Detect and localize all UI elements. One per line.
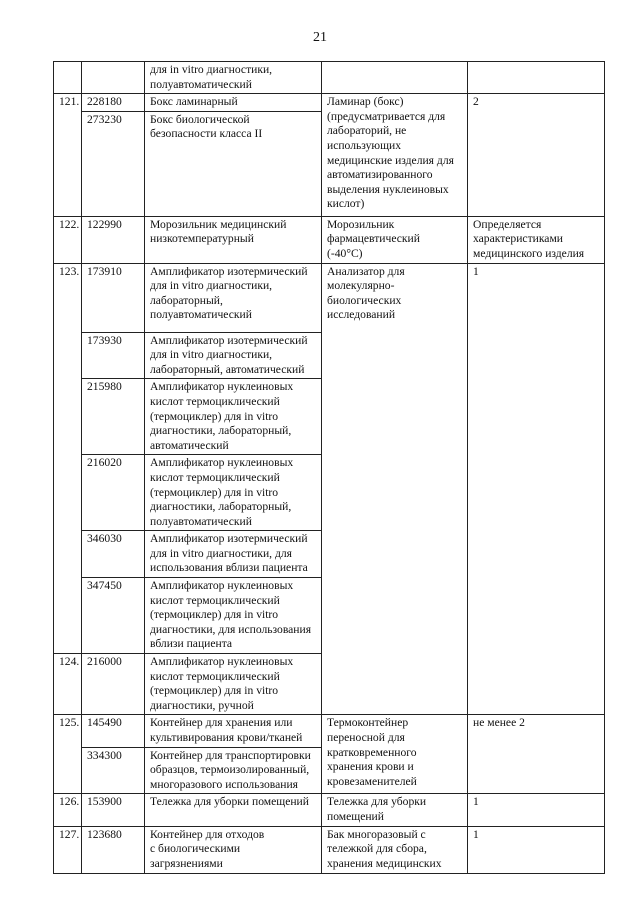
- name-cell: [145, 216, 322, 263]
- cell-text-line: диагностики, лабораторный,: [150, 500, 292, 514]
- code-cell: 145490: [82, 715, 145, 747]
- row-number-cell: 126.: [54, 794, 82, 826]
- cell-text-line: Бокс ламинарный: [150, 95, 238, 109]
- table-row: [54, 794, 605, 826]
- code-cell: 173910: [82, 263, 145, 332]
- name-cell: [145, 747, 322, 794]
- cell-text-line: Тележка для уборки помещений: [150, 795, 309, 809]
- cell-text-line: Морозильник: [327, 217, 395, 231]
- code-cell: 215980: [82, 379, 145, 455]
- cell-text-line: Контейнер для хранения или: [150, 716, 293, 730]
- cell-text-line: кислот): [327, 197, 365, 211]
- name-cell: [145, 794, 322, 826]
- cell-text-line: низкотемпературный: [150, 232, 254, 246]
- cell-text-line: 2: [473, 95, 479, 109]
- cell-text-line: для in vitro диагностики,: [150, 348, 273, 362]
- cell-text-line: помещений: [327, 809, 384, 823]
- cell-text-line: Амплификатор изотермический: [150, 532, 308, 546]
- cell-text-line: кислот термоциклический: [150, 669, 280, 683]
- cell-text-line: диагностики, для использования: [150, 622, 312, 636]
- code-cell: 228180: [82, 94, 145, 112]
- quantity-cell: [468, 826, 605, 873]
- cell-text-line: использования вблизи пациента: [150, 561, 308, 575]
- type-cell: [322, 794, 468, 826]
- cell-text-line: не менее 2: [473, 716, 525, 730]
- table-row: [54, 826, 605, 873]
- cell-text-line: использующих: [327, 138, 401, 152]
- table-row: [54, 715, 605, 747]
- cell-text-line: медицинские изделия для: [327, 153, 454, 167]
- table-row: [54, 94, 605, 112]
- table-row: [54, 62, 605, 94]
- cell-text-line: безопасности класса II: [150, 127, 263, 141]
- row-number-cell: 125.: [54, 715, 82, 794]
- cell-text-line: Амплификатор нуклеиновых: [150, 456, 294, 470]
- code-cell: 123680: [82, 826, 145, 873]
- cell-text-line: переносной для: [327, 731, 405, 744]
- cell-text-line: лабораторий, не: [327, 124, 407, 138]
- cell-text-line: Амплификатор нуклеиновых: [150, 655, 294, 669]
- name-cell: [145, 578, 322, 654]
- equipment-table-body: [54, 62, 605, 874]
- quantity-cell: [468, 263, 605, 715]
- cell-text-line: Амплификатор изотермический: [150, 333, 308, 347]
- cell-text-line: (-40°С): [327, 246, 363, 260]
- cell-text-line: Тележка для уборки: [327, 795, 427, 809]
- cell-text-line: (предусматривается для: [327, 109, 446, 123]
- cell-text-line: Бак многоразовый с: [327, 827, 426, 841]
- cell-text-line: характеристиками: [473, 232, 563, 246]
- cell-text-line: 1: [473, 264, 479, 278]
- cell-text-line: полуавтоматический: [150, 514, 252, 528]
- row-number-cell: 122.: [54, 216, 82, 263]
- cell-text-line: (термоциклер) для in vitro: [150, 608, 279, 622]
- cell-text-line: Амплификатор изотермический: [150, 264, 308, 278]
- name-cell: [145, 379, 322, 455]
- quantity-cell: [468, 794, 605, 826]
- cell-text-line: Контейнер для транспортировки: [150, 748, 311, 762]
- cell-text-line: хранения крови и: [327, 760, 414, 774]
- cell-text-line: диагностики, лабораторный,: [150, 424, 292, 438]
- code-cell: 216020: [82, 455, 145, 531]
- cell-text-line: (термоциклер) для in vitro: [150, 409, 279, 423]
- cell-text-line: многоразового использования: [150, 777, 298, 791]
- code-cell: 334300: [82, 747, 145, 794]
- cell-text-line: (термоциклер) для in vitro: [150, 684, 279, 698]
- cell-text-line: хранения медицинских: [327, 856, 442, 870]
- row-number-cell: [54, 62, 82, 94]
- name-cell: [145, 715, 322, 747]
- type-cell: [322, 715, 468, 794]
- cell-text-line: Термоконтейнер: [327, 716, 409, 730]
- code-cell: 153900: [82, 794, 145, 826]
- type-cell: [322, 94, 468, 217]
- cell-text-line: автоматизированного: [327, 168, 433, 182]
- page-number: 21: [313, 30, 327, 45]
- cell-text-line: биологических: [327, 293, 402, 307]
- quantity-cell: [468, 216, 605, 263]
- name-cell: [145, 263, 322, 332]
- cell-text-line: загрязнениями: [150, 856, 223, 870]
- cell-text-line: кратковременного: [327, 745, 417, 759]
- cell-text-line: лабораторный, автоматический: [150, 362, 305, 376]
- cell-text-line: исследований: [327, 308, 396, 322]
- type-cell: [322, 263, 468, 715]
- type-cell: [322, 216, 468, 263]
- cell-text-line: 1: [473, 827, 479, 841]
- row-number-cell: 123.: [54, 263, 82, 653]
- row-number-cell: 124.: [54, 654, 82, 715]
- cell-text-line: для in vitro диагностики,: [150, 63, 273, 76]
- name-cell: [145, 94, 322, 112]
- cell-text-line: фармацевтический: [327, 232, 420, 246]
- equipment-table: [53, 61, 605, 874]
- cell-text-line: для in vitro диагностики,: [150, 279, 273, 293]
- quantity-cell: [468, 62, 605, 94]
- name-cell: [145, 111, 322, 216]
- cell-text-line: Контейнер для отходов: [150, 827, 265, 841]
- cell-text-line: 1: [473, 795, 479, 809]
- quantity-cell: [468, 715, 605, 794]
- cell-text-line: Бокс биологической: [150, 112, 250, 126]
- row-number-cell: 127.: [54, 826, 82, 873]
- cell-text-line: тележкой для сбора,: [327, 842, 427, 856]
- table-row: [54, 216, 605, 263]
- type-cell: [322, 62, 468, 94]
- cell-text-line: (термоциклер) для in vitro: [150, 485, 279, 499]
- name-cell: [145, 455, 322, 531]
- code-cell: 173930: [82, 332, 145, 379]
- cell-text-line: выделения нуклеиновых: [327, 182, 449, 196]
- cell-text-line: кислот термоциклический: [150, 593, 280, 607]
- name-cell: [145, 826, 322, 873]
- name-cell: [145, 332, 322, 379]
- cell-text-line: культивирования крови/тканей: [150, 731, 303, 744]
- table-row: [54, 263, 605, 332]
- name-cell: [145, 531, 322, 578]
- cell-text-line: медицинского изделия: [473, 246, 585, 260]
- cell-text-line: автоматический: [150, 438, 229, 452]
- quantity-cell: [468, 94, 605, 217]
- cell-text-line: кровезаменителей: [327, 774, 417, 788]
- cell-text-line: Ламинар (бокс): [327, 95, 404, 109]
- code-cell: 273230: [82, 111, 145, 216]
- code-cell: 216000: [82, 654, 145, 715]
- cell-text-line: вблизи пациента: [150, 637, 233, 651]
- name-cell: [145, 654, 322, 715]
- code-cell: 122990: [82, 216, 145, 263]
- cell-text-line: полуавтоматический: [150, 308, 252, 322]
- cell-text-line: полуавтоматический: [150, 77, 252, 91]
- cell-text-line: лабораторный,: [150, 293, 223, 307]
- cell-text-line: образцов, термоизолированный,: [150, 763, 310, 777]
- name-cell: [145, 62, 322, 94]
- code-cell: 347450: [82, 578, 145, 654]
- cell-text-line: диагностики, ручной: [150, 698, 254, 712]
- cell-text-line: Морозильник медицинский: [150, 217, 287, 231]
- cell-text-line: молекулярно-: [327, 279, 395, 293]
- code-cell: 346030: [82, 531, 145, 578]
- row-number-cell: 121.: [54, 94, 82, 217]
- cell-text-line: Анализатор для: [327, 264, 405, 278]
- cell-text-line: Определяется: [473, 217, 542, 231]
- type-cell: [322, 826, 468, 873]
- cell-text-line: кислот термоциклический: [150, 394, 280, 408]
- cell-text-line: Амплификатор нуклеиновых: [150, 380, 294, 394]
- code-cell: [82, 62, 145, 94]
- cell-text-line: Амплификатор нуклеиновых: [150, 579, 294, 593]
- cell-text-line: с биологическими: [150, 842, 241, 856]
- cell-text-line: для in vitro диагностики, для: [150, 546, 292, 560]
- cell-text-line: кислот термоциклический: [150, 470, 280, 484]
